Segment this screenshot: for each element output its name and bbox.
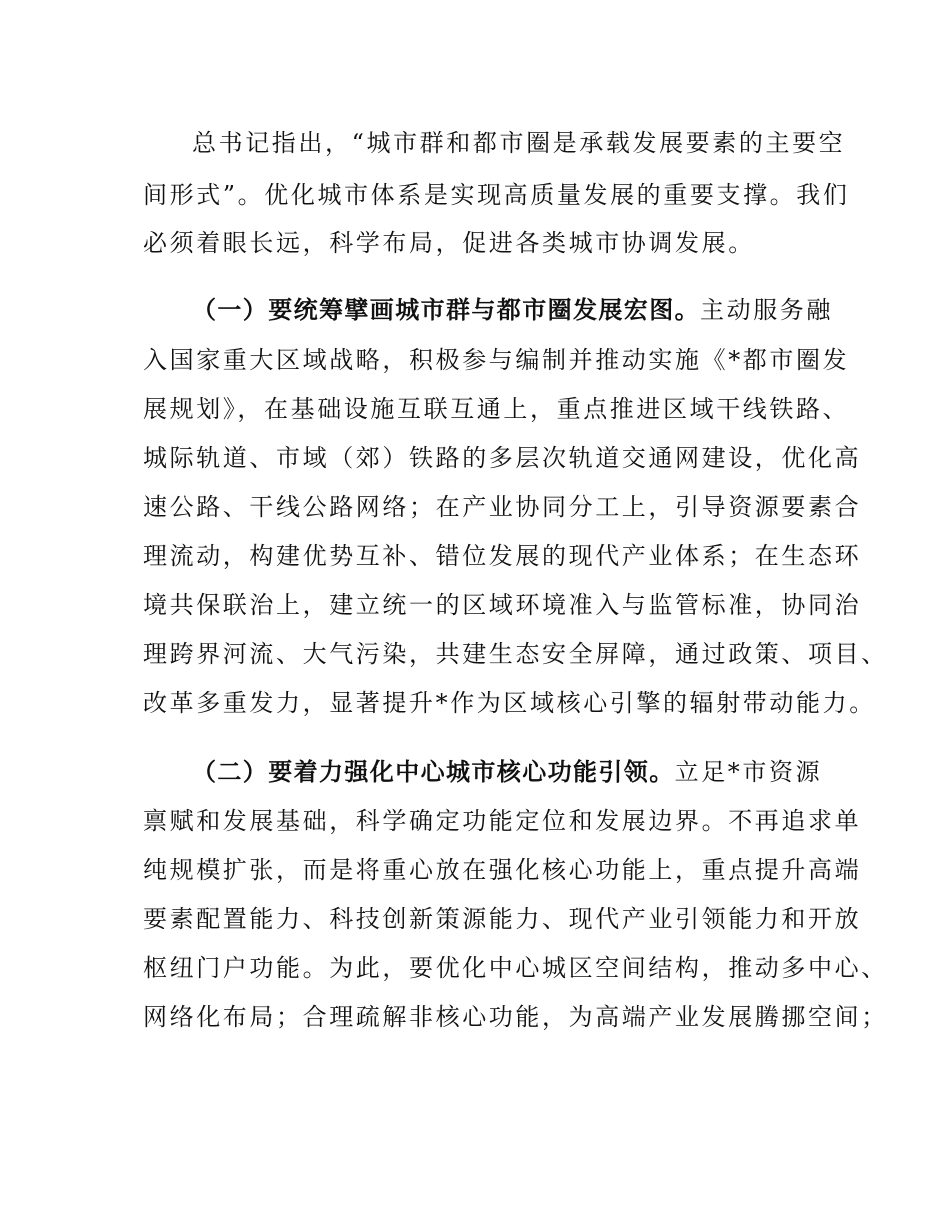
paragraph-line: 总书记指出，“城市群和都市圈是承载发展要素的主要空 [192,129,846,157]
paragraph-line: 必须着眼长远，科学布局，促进各类城市协调发展。 [143,229,755,257]
paragraph-line: 网络化布局；合理疏解非核心功能，为高端产业发展腾挪空间； [143,1003,888,1031]
section-heading: （二）要着力强化中心城市核心功能引领。 [192,758,675,786]
paragraph-line: 境共保联治上，建立统一的区域环境准入与监管标准，协同治 [143,591,862,619]
paragraph-line: 展规划》，在基础设施互联互通上，重点推进区域干线铁路、 [143,395,850,423]
paragraph-line: 纯规模扩张，而是将重心放在强化核心功能上，重点提升高端 [143,856,862,884]
paragraph-line: 理流动，构建优势互补、错位发展的现代产业体系；在生态环 [143,542,862,570]
section-heading: （一）要统筹擘画城市群与都市圈发展宏图。 [192,296,700,324]
paragraph-line: 理跨界河流、大气污染，共建生态安全屏障，通过政策、项目、 [143,640,888,668]
paragraph-line: 速公路、干线公路网络；在产业协同分工上，引导资源要素合 [143,493,862,521]
section-text: 主动服务融 [700,296,833,324]
paragraph-line: 间形式”。优化城市体系是实现高质量发展的重要支撑。我们 [143,181,850,209]
paragraph-line: 入国家重大区域战略，积极参与编制并推动实施《*都市圈发 [143,346,850,374]
paragraph-line: 城际轨道、市域（郊）铁路的多层次轨道交通网建设，优化高 [143,444,862,472]
paragraph-line: 禀赋和发展基础，科学确定功能定位和发展边界。不再追求单 [143,807,862,835]
paragraph-line: 枢纽门户功能。为此，要优化中心城区空间结构，推动多中心、 [143,954,888,982]
section-2-first-line [192,752,872,792]
paragraph-line: 要素配置能力、科技创新策源能力、现代产业引领能力和开放 [143,905,862,933]
section-1-first-line [192,290,872,330]
paragraph-line: 改革多重发力，显著提升*作为区域核心引擎的辐射带动能力。 [143,689,876,717]
section-text: 立足*市资源 [674,758,823,786]
